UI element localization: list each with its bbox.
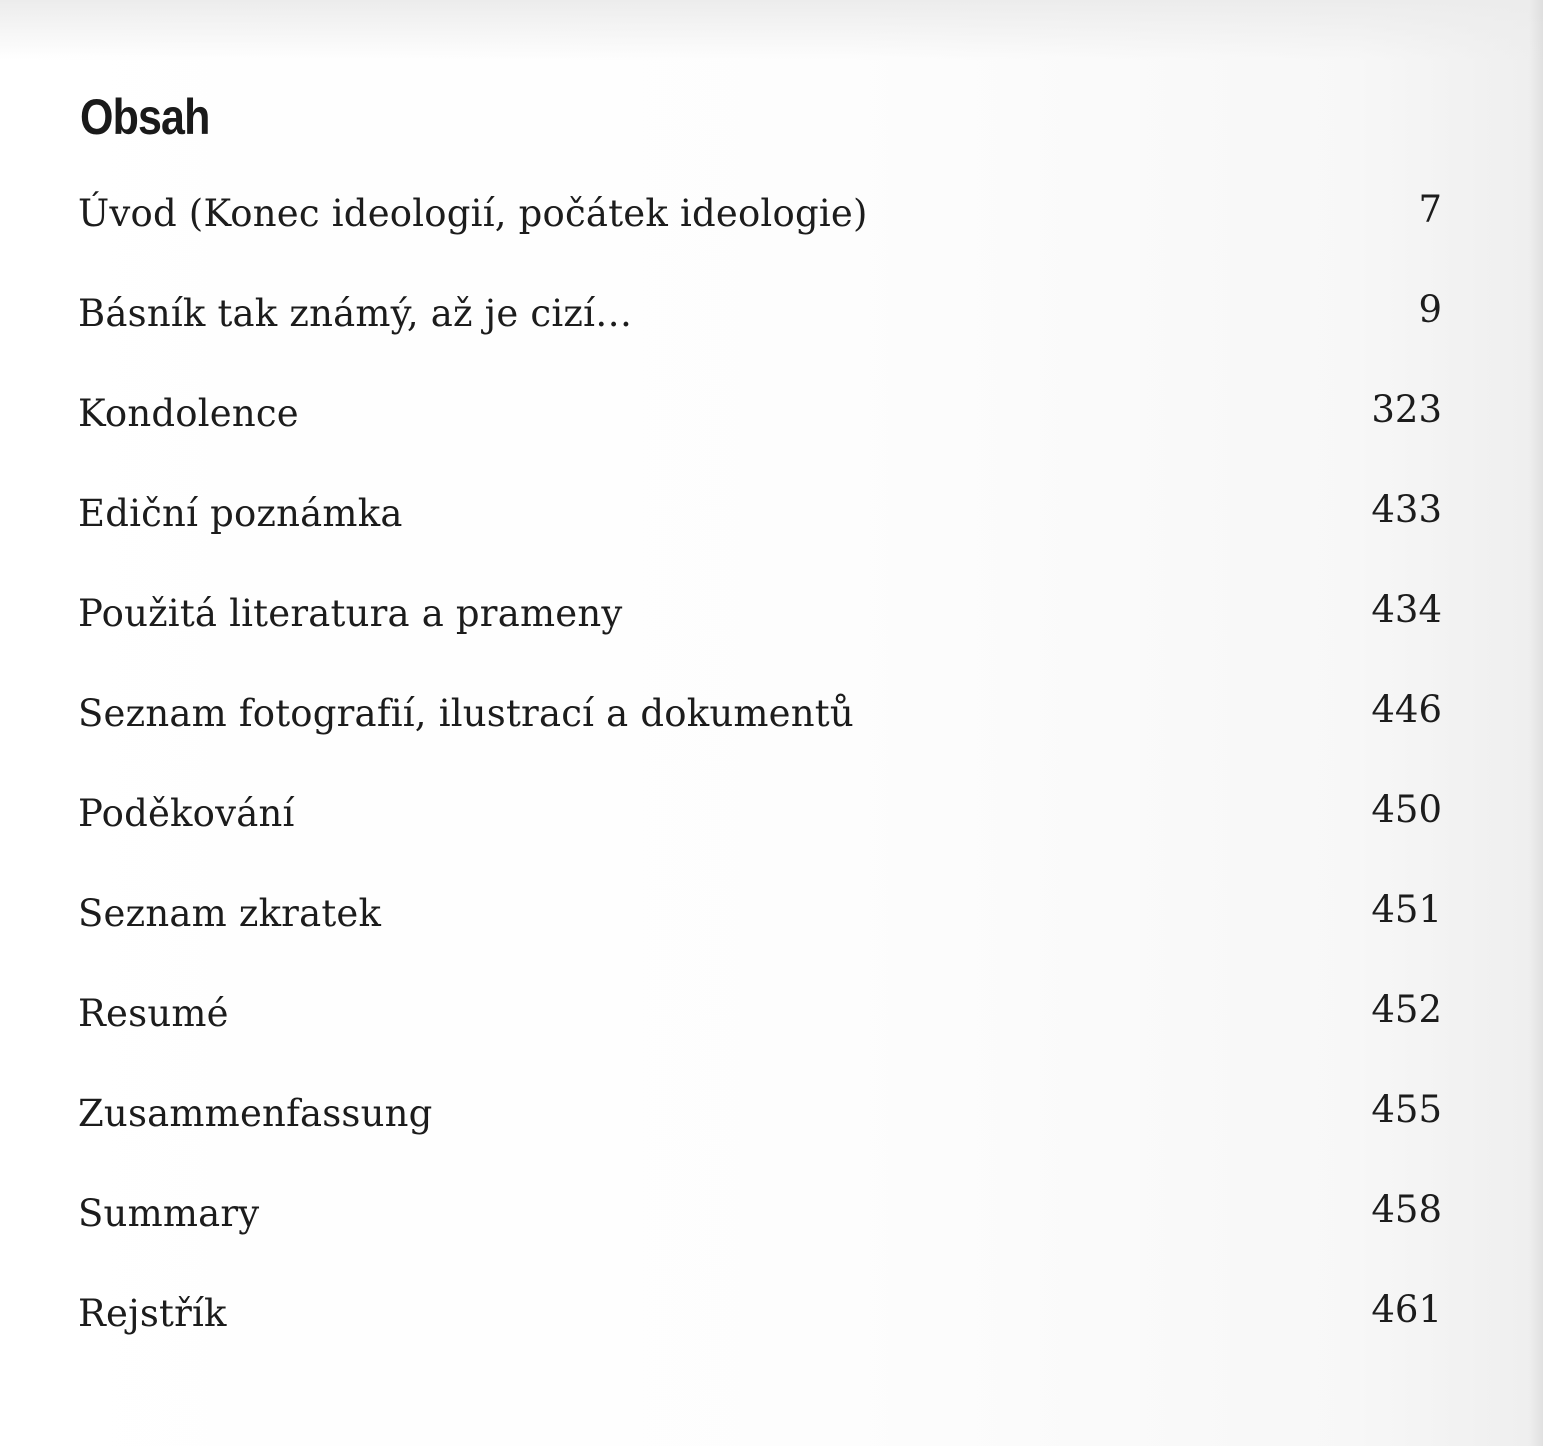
toc-entry-page: 461 [1371, 1288, 1442, 1331]
toc-entry-title: Seznam fotografií, ilustrací a dokumentů [78, 692, 854, 735]
toc-entry-title: Básník tak známý, až je cizí… [78, 292, 633, 335]
toc-entry-page: 452 [1371, 988, 1442, 1031]
toc-entry-title: Resumé [78, 992, 229, 1035]
toc-entry-basnik [78, 288, 1442, 388]
toc-entry-page: 434 [1371, 588, 1442, 631]
toc-entry-kondolence [78, 388, 1442, 488]
toc-entry-summary [78, 1188, 1442, 1288]
toc-entry-uvod [78, 188, 1442, 288]
toc-entry-page: 458 [1371, 1188, 1442, 1231]
toc-entry-page: 7 [1418, 188, 1442, 231]
toc-entry-title: Poděkování [78, 792, 295, 835]
page-title: Obsah [80, 89, 210, 145]
toc-entry-title: Zusammenfassung [78, 1092, 433, 1135]
toc-entry-zusammenfassung [78, 1088, 1442, 1188]
toc-entry-title: Použitá literatura a prameny [78, 592, 623, 635]
toc-entry-page: 455 [1371, 1088, 1442, 1131]
toc-entry-title: Rejstřík [78, 1292, 227, 1335]
toc-entry-title: Úvod (Konec ideologií, počátek ideologie) [78, 192, 868, 235]
table-of-contents [78, 188, 1442, 1388]
toc-entry-resume [78, 988, 1442, 1088]
toc-entry-page: 451 [1371, 888, 1442, 931]
toc-entry-page: 446 [1371, 688, 1442, 731]
toc-entry-title: Summary [78, 1192, 260, 1235]
toc-entry-podekovani [78, 788, 1442, 888]
toc-entry-page: 450 [1371, 788, 1442, 831]
toc-entry-title: Kondolence [78, 392, 299, 435]
toc-entry-literatura [78, 588, 1442, 688]
toc-entry-seznam-zkratek [78, 888, 1442, 988]
toc-entry-edicni-poznamka [78, 488, 1442, 588]
toc-entry-title: Ediční poznámka [78, 492, 403, 535]
toc-entry-rejstrik [78, 1288, 1442, 1388]
toc-entry-page: 323 [1371, 388, 1442, 431]
toc-entry-page: 433 [1371, 488, 1442, 531]
toc-entry-page: 9 [1418, 288, 1442, 331]
toc-entry-seznam-fotografii [78, 688, 1442, 788]
toc-entry-title: Seznam zkratek [78, 892, 382, 935]
